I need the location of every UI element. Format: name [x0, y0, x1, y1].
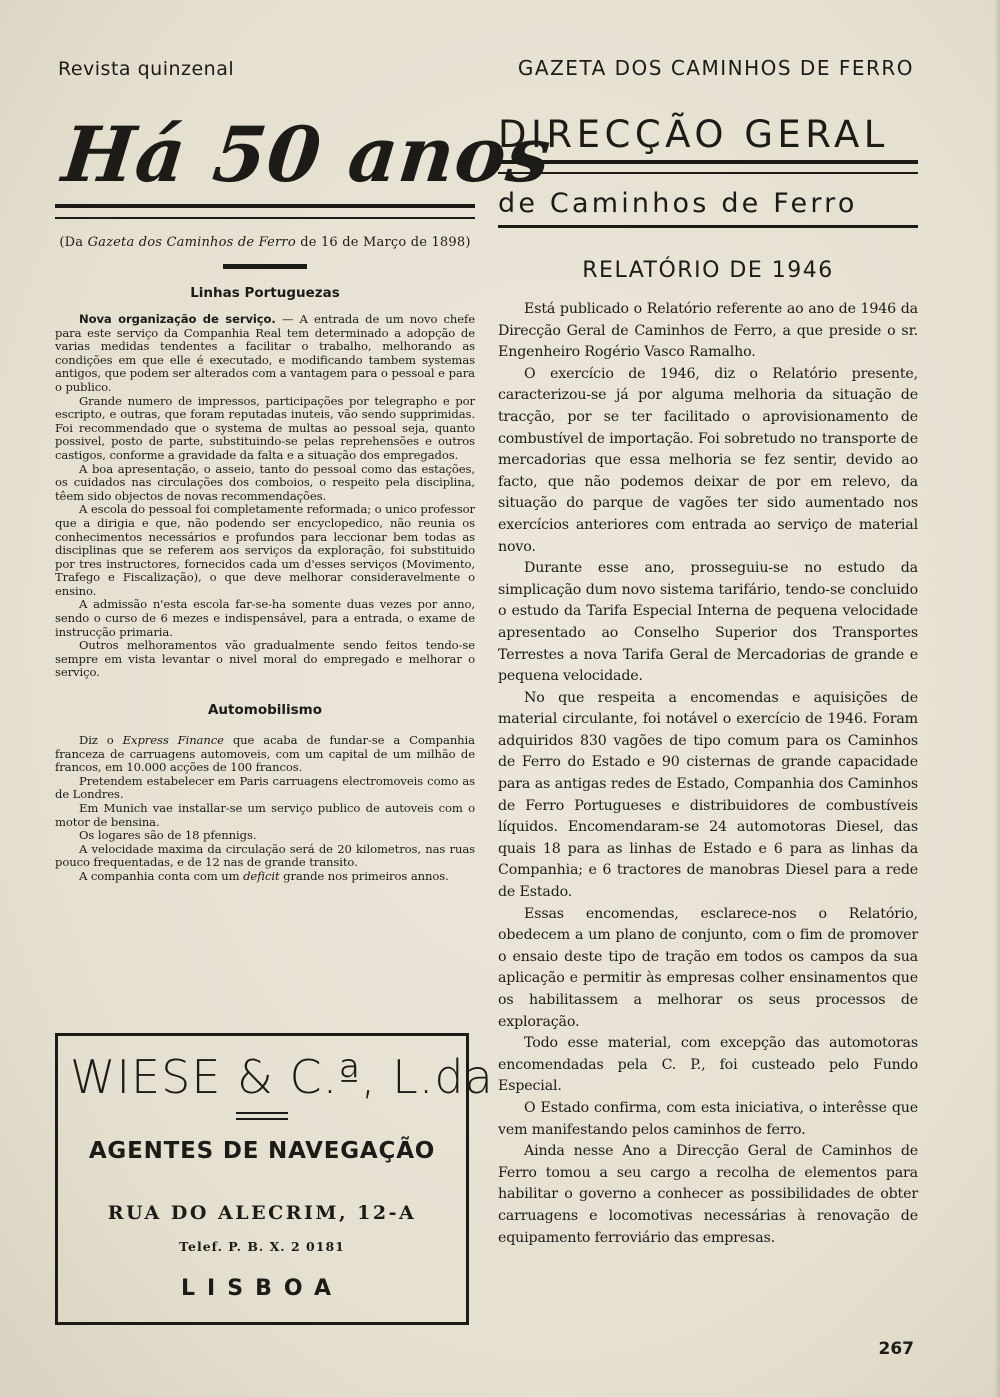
advertisement-box: [55, 1033, 494, 1325]
paragraph-text: — A entrada de um novo chefe para este serviço da Companhia Real tem determinado a adopção de varias medidas tendentes a facilitar o trabalho, melhorando as condições em que elle é executado, e modificando tambem systemas antigos, que podem ser alterados com a vantagem para o pessoal e para o publico.: [55, 312, 475, 394]
paragraph: Essas encomendas, esclarece-nos o Relatório, obedecem a um plano de conjunto, com o fim de promover o ensaio deste tipo de tração em todos os campos da sua aplicação e permitir às empresas colher ensinamentos que os habilitassem a melhorar os seus processos de exploração.: [498, 905, 918, 1030]
page-number: 267: [878, 1339, 914, 1359]
source-note: [55, 235, 475, 250]
left-column: [55, 110, 556, 884]
ad-city: LISBOA: [181, 1276, 343, 1301]
paragraph: [55, 734, 475, 775]
paragraph: A velocidade maxima da circulação será de 20 kilometros, nas ruas pouco frequentadas, e de 12 nas de grande transito.: [55, 841, 475, 870]
ad-rule: [236, 1112, 288, 1114]
paragraph-lead: Nova organização de serviço.: [79, 312, 276, 326]
paragraph: A boa apresentação, o asseio, tanto do pessoal como das estações, os cuidados nas circulações dos comboios, o respeito pela disciplina, têem sido objectos de novas recommendações.: [55, 461, 475, 503]
short-divider: [223, 264, 307, 269]
ad-phone: Telef. P. B. X. 2 0181: [179, 1239, 345, 1254]
paragraph-text: grande nos primeiros annos.: [279, 868, 449, 883]
paragraph: Grande numero de impressos, participações por telegrapho e por escripto, e outras, que foram reputadas inuteis, vão sendo supprimidas. Foi recommendado que o systema de multas ao pessoal seja, quanto possivel, posto de parte, substituindo-se pelas reprehensões e outros castigos, conforme a gravidade da falta e a situação dos empregados.: [55, 393, 475, 462]
paragraph: Está publicado o Relatório referente ao ano de 1946 da Direcção Geral de Caminhos de Ferro, a que preside o sr. Engenheiro Rogério Vasco Ramalho.: [498, 301, 918, 361]
article-title: DIRECÇÃO GERAL: [498, 113, 889, 156]
paragraph: A admissão n'esta escola far-se-ha somente duas vezes por anno, sendo o curso de 6 mezes e indispensável, para a entrada, o exame de instrucção primaria.: [55, 597, 475, 639]
ad-address: RUA DO ALECRIM, 12-A: [107, 1202, 417, 1224]
section-title-linhas: Linhas Portuguezas: [190, 285, 340, 301]
paragraph: Outros melhoramentos vão gradualmente sendo feitos tendo-se sempre em vista levantar o nivel moral do empregado e melhorar o serviço.: [55, 638, 475, 680]
paragraph-italic: deficit: [243, 868, 280, 883]
paragraph: [55, 313, 475, 395]
running-header-right: GAZETA DOS CAMINHOS DE FERRO: [517, 56, 914, 80]
section-body-automobilismo: [55, 734, 475, 884]
paragraph: A escola do pessoal foi completamente reformada; o unico professor que a dirigia e que, não podendo ser encyclopedico, não reunia os conhecimentos necessários e profundos para leccionar bem todas as disciplinas que se referem aos serviços da exploração, foi substituido por tres instructores, fornecidos cada um d'esses serviços (Movimento, Trafego e Fiscalização), o que deve melhorar consideravelmente o ensino.: [55, 502, 475, 598]
subtitle-rule: [498, 225, 918, 228]
paragraph: Durante esse ano, prosseguiu-se no estudo da simplicação dum novo sistema tarifário, tendo-se concluido o estudo da Tarifa Especial Interna de pequena velocidade apresentado ao Conselho Superior dos Transportes Terrestes a nova Tarifa Geral de Mercadorias de grande e pequena velocidade.: [498, 560, 918, 685]
ad-business: AGENTES DE NAVEGAÇÃO: [88, 1138, 436, 1164]
paragraph-text: que acaba de fundar-se a Companhia franceza de carruagens automoveis, com um capital de um milhão de francos, em 10.000 acções de 100 francos.: [55, 733, 475, 775]
paragraph: No que respeita a encomendas e aquisições de material circulante, foi notável o exercício de 1946. Foram adquiridos 830 vagões de tipo comum para os Caminhos de Ferro do Estado e 90 cisternas de grande capacidade para as antigas redes de Estado, Companhia dos Caminhos de Ferro Portugueses e distribuidores de combustíveis líquidos. Encomendaram-se 24 automotoras Diesel, das quais 18 para as linhas de Estado e 6 para as linhas da Companhia; e 6 tractores de manobras Diesel para a rede de Estado.: [498, 689, 918, 901]
page-edge-shadow: [994, 0, 1000, 1397]
paragraph: Ainda nesse Ano a Direcção Geral de Caminhos de Ferro tomou a seu cargo a recolha de elementos para habilitar o governo a conhecer as possibilidades de obter carruagens e locomotivas necessárias à renovação de equipamento ferroviário das empresas.: [498, 1143, 918, 1246]
ad-rule: [236, 1118, 288, 1120]
masthead-rule: [55, 204, 475, 219]
section-body-linhas: [55, 313, 475, 680]
article-body: [498, 299, 918, 1249]
running-header-left: Revista quinzenal: [58, 58, 235, 80]
paragraph: O Estado confirma, com esta iniciativa, o interêsse que vem manifestando pelos caminhos de ferro.: [498, 1099, 918, 1138]
paragraph: Em Munich vae installar-se um serviço publico de autoveis com o motor de bensina.: [55, 801, 475, 829]
paragraph: Todo esse material, com excepção das automotoras encomendadas pela C. P., foi custeado pelo Fundo Especial.: [498, 1035, 918, 1095]
title-rule: [498, 160, 918, 174]
ad-company-name: WIESE & C.ª, L.da: [70, 1050, 494, 1104]
paragraph: Pretendem estabelecer em Paris carruagens electromoveis como as de Londres.: [55, 773, 475, 802]
article-subtitle: de Caminhos de Ferro: [498, 188, 858, 219]
paragraph: Os logares são de 18 pfennigs.: [79, 828, 257, 843]
source-prefix: (Da: [59, 235, 88, 250]
paragraph-text: Diz o: [79, 733, 123, 748]
paragraph: [55, 870, 475, 884]
article-heading: RELATÓRIO DE 1946: [582, 258, 834, 283]
right-column: [498, 112, 918, 1249]
section-title-automobilismo: Automobilismo: [207, 702, 323, 719]
section-masthead: Há 50 anos: [58, 110, 556, 199]
source-suffix: de 16 de Março de 1898): [295, 235, 471, 250]
paragraph-italic: Express Finance: [122, 733, 224, 748]
source-publication: Gazeta dos Caminhos de Ferro: [87, 235, 296, 250]
paragraph: O exercício de 1946, diz o Relatório presente, caracterizou-se já por alguma melhoria da situação de tracção, por se ter facilitado o aprovisionamento de combustível de importação. Foi sobretudo no transporte de mercadorias que essa melhoria se fez sentir, devido ao facto, que não podemos deixar de por em relevo, da situação do parque de vagões ter sido aumentado nos exercícios anteriores com entrada ao serviço de material novo.: [498, 365, 918, 555]
paragraph-text: A companhia conta com um: [79, 868, 244, 883]
